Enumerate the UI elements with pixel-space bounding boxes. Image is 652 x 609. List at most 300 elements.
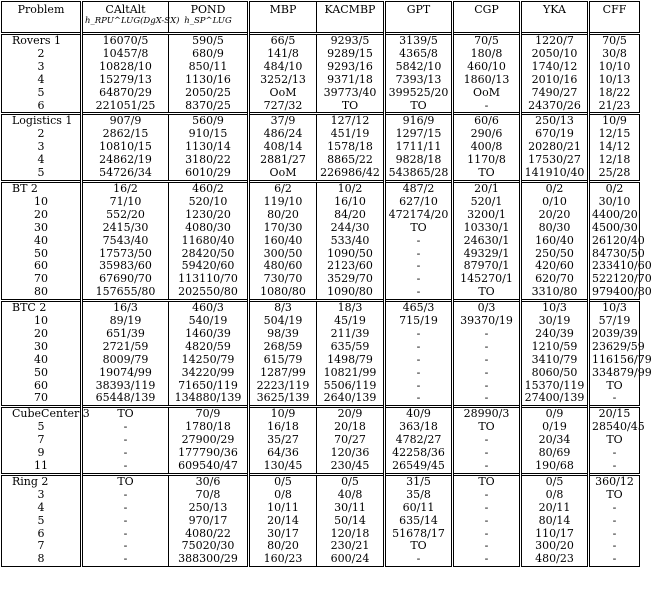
problem-cell: CubeCenter 3 — [2, 407, 82, 421]
value-cell: 334879/99 — [589, 367, 640, 380]
value-cell: 907/9 — [82, 114, 169, 128]
value-cell: 10/2 — [317, 181, 385, 195]
header-sub: h_RPU^LUG(DgX-SX) — [85, 16, 180, 26]
value-cell: 1780/18 — [169, 421, 249, 434]
value-cell: 30/10 — [589, 196, 640, 209]
problem-cell: 70 — [2, 392, 82, 406]
value-cell: - — [385, 354, 453, 367]
value-cell: 9293/5 — [317, 34, 385, 48]
value-cell: 27900/29 — [169, 434, 249, 447]
problem-cell: Ring 2 — [2, 474, 82, 488]
value-cell: 2223/119 — [249, 380, 317, 393]
value-cell: 620/70 — [521, 273, 589, 286]
header-label: GPT — [406, 3, 431, 16]
header-label: YKA — [543, 3, 566, 16]
value-cell: 9293/16 — [317, 61, 385, 74]
value-cell: 16/18 — [249, 421, 317, 434]
value-cell: 60/6 — [453, 114, 521, 128]
value-cell: 9828/18 — [385, 154, 453, 167]
value-cell: 39370/19 — [453, 315, 521, 328]
problem-cell: 7 — [2, 540, 82, 553]
table-row — [2, 34, 640, 48]
header-label: POND — [190, 3, 226, 16]
value-cell: 160/40 — [249, 235, 317, 248]
value-cell: 10/9 — [589, 114, 640, 128]
value-cell: 250/13 — [521, 114, 589, 128]
header-col — [317, 2, 385, 34]
value-cell: TO — [589, 434, 640, 447]
value-cell: 20/34 — [521, 434, 589, 447]
value-cell: 363/18 — [385, 421, 453, 434]
value-cell: - — [385, 392, 453, 406]
value-cell: 89/19 — [82, 315, 169, 328]
value-cell: - — [82, 553, 169, 566]
value-cell: 2123/60 — [317, 260, 385, 273]
value-cell: 465/3 — [385, 301, 453, 315]
value-cell: 979400/80 — [589, 286, 640, 300]
table-row — [2, 235, 640, 248]
table-row — [2, 61, 640, 74]
problem-cell: 7 — [2, 434, 82, 447]
value-cell: 80/20 — [249, 209, 317, 222]
value-cell: 30/11 — [317, 502, 385, 515]
value-cell: 7543/40 — [82, 235, 169, 248]
value-cell: TO — [385, 540, 453, 553]
value-cell: 190/68 — [521, 460, 589, 474]
value-cell: 84730/50 — [589, 248, 640, 261]
value-cell: 16/3 — [82, 301, 169, 315]
value-cell: TO — [453, 286, 521, 300]
value-cell: - — [453, 540, 521, 553]
value-cell: - — [453, 328, 521, 341]
value-cell: 2640/139 — [317, 392, 385, 406]
value-cell: 1210/59 — [521, 341, 589, 354]
value-cell: 130/45 — [249, 460, 317, 474]
problem-cell: 6 — [2, 528, 82, 541]
value-cell: 1297/15 — [385, 128, 453, 141]
problem-cell: 80 — [2, 286, 82, 300]
problem-cell: 8 — [2, 553, 82, 566]
value-cell: 211/39 — [317, 328, 385, 341]
value-cell: 80/14 — [521, 515, 589, 528]
value-cell: 2010/16 — [521, 74, 589, 87]
value-cell: 28540/45 — [589, 421, 640, 434]
value-cell: 49329/1 — [453, 248, 521, 261]
value-cell: 10821/99 — [317, 367, 385, 380]
value-cell: 17573/50 — [82, 248, 169, 261]
value-cell: TO — [385, 222, 453, 235]
value-cell: 6010/29 — [169, 167, 249, 181]
value-cell: 141/8 — [249, 48, 317, 61]
problem-cell: 50 — [2, 248, 82, 261]
value-cell: 400/8 — [453, 141, 521, 154]
value-cell: OoM — [453, 87, 521, 100]
value-cell: 28990/3 — [453, 407, 521, 421]
value-cell: 30/8 — [589, 48, 640, 61]
value-cell: 221051/25 — [82, 100, 169, 114]
problem-cell: 30 — [2, 341, 82, 354]
value-cell: - — [385, 553, 453, 566]
value-cell: 26549/45 — [385, 460, 453, 474]
value-cell: 70/9 — [169, 407, 249, 421]
value-cell: 0/5 — [317, 474, 385, 488]
value-cell: 57/19 — [589, 315, 640, 328]
value-cell: - — [82, 460, 169, 474]
value-cell: 627/10 — [385, 196, 453, 209]
value-cell: 160/40 — [521, 235, 589, 248]
value-cell: 451/19 — [317, 128, 385, 141]
value-cell: - — [82, 515, 169, 528]
problem-cell: 20 — [2, 328, 82, 341]
value-cell: 34220/99 — [169, 367, 249, 380]
value-cell: 6/2 — [249, 181, 317, 195]
value-cell: - — [453, 100, 521, 114]
value-cell: 730/70 — [249, 273, 317, 286]
value-cell: 1230/20 — [169, 209, 249, 222]
table-row — [2, 301, 640, 315]
value-cell: 127/12 — [317, 114, 385, 128]
value-cell: 10/3 — [589, 301, 640, 315]
value-cell: - — [385, 328, 453, 341]
value-cell: 480/60 — [249, 260, 317, 273]
value-cell: 16/10 — [317, 196, 385, 209]
value-cell: 408/14 — [249, 141, 317, 154]
value-cell: 12/18 — [589, 154, 640, 167]
value-cell: TO — [453, 421, 521, 434]
header-sub: h_SP^LUG — [184, 16, 232, 26]
table-row — [2, 354, 640, 367]
value-cell: 26120/40 — [589, 235, 640, 248]
problem-cell: 5 — [2, 87, 82, 100]
value-cell: 615/79 — [249, 354, 317, 367]
value-cell: 522120/70 — [589, 273, 640, 286]
value-cell: 80/69 — [521, 447, 589, 460]
value-cell: 3310/80 — [521, 286, 589, 300]
value-cell: - — [82, 434, 169, 447]
problem-cell: 4 — [2, 154, 82, 167]
value-cell: 30/6 — [169, 474, 249, 488]
value-cell: OoM — [249, 167, 317, 181]
table-row — [2, 100, 640, 114]
value-cell: 23629/59 — [589, 341, 640, 354]
value-cell: 300/20 — [521, 540, 589, 553]
value-cell: 40/9 — [385, 407, 453, 421]
value-cell: 1220/7 — [521, 34, 589, 48]
value-cell: 160/23 — [249, 553, 317, 566]
value-cell: 268/59 — [249, 341, 317, 354]
value-cell: 21/23 — [589, 100, 640, 114]
value-cell: 0/8 — [249, 489, 317, 502]
value-cell: 87970/1 — [453, 260, 521, 273]
value-cell: TO — [317, 100, 385, 114]
value-cell: 4500/30 — [589, 222, 640, 235]
value-cell: 67690/70 — [82, 273, 169, 286]
value-cell: - — [453, 380, 521, 393]
value-cell: 80/20 — [249, 540, 317, 553]
value-cell: 20/11 — [521, 502, 589, 515]
value-cell: TO — [453, 167, 521, 181]
value-cell: 520/10 — [169, 196, 249, 209]
value-cell: TO — [589, 489, 640, 502]
value-cell: - — [453, 489, 521, 502]
value-cell: - — [82, 540, 169, 553]
value-cell: 635/59 — [317, 341, 385, 354]
value-cell: 552/20 — [82, 209, 169, 222]
table-row — [2, 460, 640, 474]
header-row — [2, 2, 640, 34]
value-cell: 480/23 — [521, 553, 589, 566]
problem-cell: 50 — [2, 367, 82, 380]
value-cell: 116156/79 — [589, 354, 640, 367]
value-cell: 7490/27 — [521, 87, 589, 100]
table-row — [2, 74, 640, 87]
value-cell: - — [385, 235, 453, 248]
value-cell: - — [589, 502, 640, 515]
value-cell: 2881/27 — [249, 154, 317, 167]
value-cell: TO — [453, 474, 521, 488]
value-cell: - — [385, 286, 453, 300]
value-cell: 1711/11 — [385, 141, 453, 154]
value-cell: 5842/10 — [385, 61, 453, 74]
value-cell: 4080/22 — [169, 528, 249, 541]
value-cell: - — [385, 380, 453, 393]
value-cell: 16070/5 — [82, 34, 169, 48]
value-cell: 300/50 — [249, 248, 317, 261]
value-cell: 134880/139 — [169, 392, 249, 406]
value-cell: 460/2 — [169, 181, 249, 195]
value-cell: 157655/80 — [82, 286, 169, 300]
table-row — [2, 328, 640, 341]
value-cell: 244/30 — [317, 222, 385, 235]
value-cell: 1090/80 — [317, 286, 385, 300]
problem-cell: 60 — [2, 260, 82, 273]
problem-cell: 40 — [2, 235, 82, 248]
value-cell: 71650/119 — [169, 380, 249, 393]
value-cell: 600/24 — [317, 553, 385, 566]
value-cell: 0/9 — [521, 407, 589, 421]
header-col — [589, 2, 640, 34]
value-cell: - — [453, 502, 521, 515]
value-cell: - — [82, 489, 169, 502]
value-cell: 71/10 — [82, 196, 169, 209]
value-cell: 39773/40 — [317, 87, 385, 100]
value-cell: 170/30 — [249, 222, 317, 235]
value-cell: 10/13 — [589, 74, 640, 87]
value-cell: OoM — [249, 87, 317, 100]
value-cell: 9371/18 — [317, 74, 385, 87]
problem-cell: 4 — [2, 74, 82, 87]
value-cell: 1130/16 — [169, 74, 249, 87]
table-row — [2, 315, 640, 328]
header-col — [521, 2, 589, 34]
section-btc — [2, 301, 652, 407]
section-cubecenter — [2, 407, 645, 475]
value-cell: 651/39 — [82, 328, 169, 341]
value-cell: 1860/13 — [453, 74, 521, 87]
problem-cell: 11 — [2, 460, 82, 474]
value-cell: 70/27 — [317, 434, 385, 447]
value-cell: 910/15 — [169, 128, 249, 141]
value-cell: - — [82, 528, 169, 541]
value-cell: 113110/70 — [169, 273, 249, 286]
value-cell: 17530/27 — [521, 154, 589, 167]
header-label: CGP — [474, 3, 499, 16]
value-cell: 18/3 — [317, 301, 385, 315]
value-cell: 10828/10 — [82, 61, 169, 74]
problem-cell: 9 — [2, 447, 82, 460]
value-cell: 40/8 — [317, 489, 385, 502]
value-cell: 4782/27 — [385, 434, 453, 447]
value-cell: - — [453, 392, 521, 406]
value-cell: 120/36 — [317, 447, 385, 460]
value-cell: - — [589, 447, 640, 460]
value-cell: 670/19 — [521, 128, 589, 141]
value-cell: 64870/29 — [82, 87, 169, 100]
value-cell: 3410/79 — [521, 354, 589, 367]
value-cell: 540/19 — [169, 315, 249, 328]
value-cell: 10330/1 — [453, 222, 521, 235]
section-bt — [2, 181, 652, 300]
section-ring — [2, 474, 640, 566]
value-cell: 8009/79 — [82, 354, 169, 367]
header-label: KACMBP — [324, 3, 376, 16]
value-cell: - — [589, 515, 640, 528]
value-cell: 0/8 — [521, 489, 589, 502]
value-cell: 14250/79 — [169, 354, 249, 367]
value-cell: 70/5 — [589, 34, 640, 48]
value-cell: 20/14 — [249, 515, 317, 528]
value-cell: 4820/59 — [169, 341, 249, 354]
value-cell: 141910/40 — [521, 167, 589, 181]
table-row — [2, 392, 640, 406]
problem-cell: 6 — [2, 100, 82, 114]
value-cell: 27400/139 — [521, 392, 589, 406]
value-cell: 0/2 — [589, 181, 640, 195]
value-cell: 8865/22 — [317, 154, 385, 167]
problem-cell: 2 — [2, 48, 82, 61]
table-row — [2, 167, 640, 181]
value-cell: - — [453, 367, 521, 380]
value-cell: 460/3 — [169, 301, 249, 315]
value-cell: - — [385, 248, 453, 261]
value-cell: - — [82, 447, 169, 460]
problem-cell: 5 — [2, 515, 82, 528]
value-cell: 20/1 — [453, 181, 521, 195]
value-cell: 240/39 — [521, 328, 589, 341]
value-cell: 360/12 — [589, 474, 640, 488]
value-cell: 35/27 — [249, 434, 317, 447]
value-cell: - — [453, 447, 521, 460]
value-cell: 66/5 — [249, 34, 317, 48]
value-cell: - — [385, 341, 453, 354]
value-cell: 8/3 — [249, 301, 317, 315]
value-cell: - — [385, 367, 453, 380]
value-cell: 1170/8 — [453, 154, 521, 167]
problem-cell: 5 — [2, 421, 82, 434]
problem-cell: 2 — [2, 128, 82, 141]
table-row — [2, 515, 640, 528]
value-cell: 119/10 — [249, 196, 317, 209]
problem-cell: Rovers 1 — [2, 34, 82, 48]
value-cell: - — [453, 528, 521, 541]
value-cell: TO — [589, 380, 640, 393]
value-cell: 250/50 — [521, 248, 589, 261]
table-row — [2, 114, 640, 128]
value-cell: 970/17 — [169, 515, 249, 528]
table-row — [2, 48, 640, 61]
table-row — [2, 286, 640, 300]
table-row — [2, 553, 640, 566]
value-cell: 2050/25 — [169, 87, 249, 100]
value-cell: 399525/20 — [385, 87, 453, 100]
table-row — [2, 196, 640, 209]
value-cell: 727/32 — [249, 100, 317, 114]
value-cell: 635/14 — [385, 515, 453, 528]
value-cell: 388300/29 — [169, 553, 249, 566]
value-cell: 460/10 — [453, 61, 521, 74]
value-cell: 38393/119 — [82, 380, 169, 393]
value-cell: 10/10 — [589, 61, 640, 74]
value-cell: 1578/18 — [317, 141, 385, 154]
value-cell: 50/14 — [317, 515, 385, 528]
section-logistics — [2, 114, 640, 182]
value-cell: 1287/99 — [249, 367, 317, 380]
value-cell: 0/5 — [521, 474, 589, 488]
value-cell: 18/22 — [589, 87, 640, 100]
value-cell: 7393/13 — [385, 74, 453, 87]
value-cell: - — [453, 434, 521, 447]
value-cell: 3252/13 — [249, 74, 317, 87]
value-cell: 15279/13 — [82, 74, 169, 87]
value-cell: 84/20 — [317, 209, 385, 222]
header-col — [453, 2, 521, 34]
value-cell: 42258/36 — [385, 447, 453, 460]
value-cell: 75020/30 — [169, 540, 249, 553]
table-row — [2, 367, 640, 380]
value-cell: - — [589, 392, 640, 406]
problem-cell: BTC 2 — [2, 301, 82, 315]
value-cell: TO — [82, 407, 169, 421]
value-cell: TO — [385, 100, 453, 114]
value-cell: 24630/1 — [453, 235, 521, 248]
value-cell: 1460/39 — [169, 328, 249, 341]
results-table — [1, 1, 652, 567]
problem-cell: 30 — [2, 222, 82, 235]
section-rovers — [2, 34, 640, 114]
value-cell: 25/28 — [589, 167, 640, 181]
value-cell: 4400/20 — [589, 209, 640, 222]
value-cell: 1080/80 — [249, 286, 317, 300]
value-cell: 10810/15 — [82, 141, 169, 154]
problem-cell: 40 — [2, 354, 82, 367]
value-cell: 202550/80 — [169, 286, 249, 300]
value-cell: 8370/25 — [169, 100, 249, 114]
value-cell: 37/9 — [249, 114, 317, 128]
value-cell: - — [589, 528, 640, 541]
value-cell: 35/8 — [385, 489, 453, 502]
table-row — [2, 502, 640, 515]
value-cell: 250/13 — [169, 502, 249, 515]
value-cell: 30/17 — [249, 528, 317, 541]
value-cell: 533/40 — [317, 235, 385, 248]
value-cell: 10/3 — [521, 301, 589, 315]
value-cell: 20280/21 — [521, 141, 589, 154]
value-cell: - — [385, 273, 453, 286]
value-cell: 230/21 — [317, 540, 385, 553]
value-cell: - — [385, 260, 453, 273]
value-cell: 20/15 — [589, 407, 640, 421]
value-cell: 420/60 — [521, 260, 589, 273]
